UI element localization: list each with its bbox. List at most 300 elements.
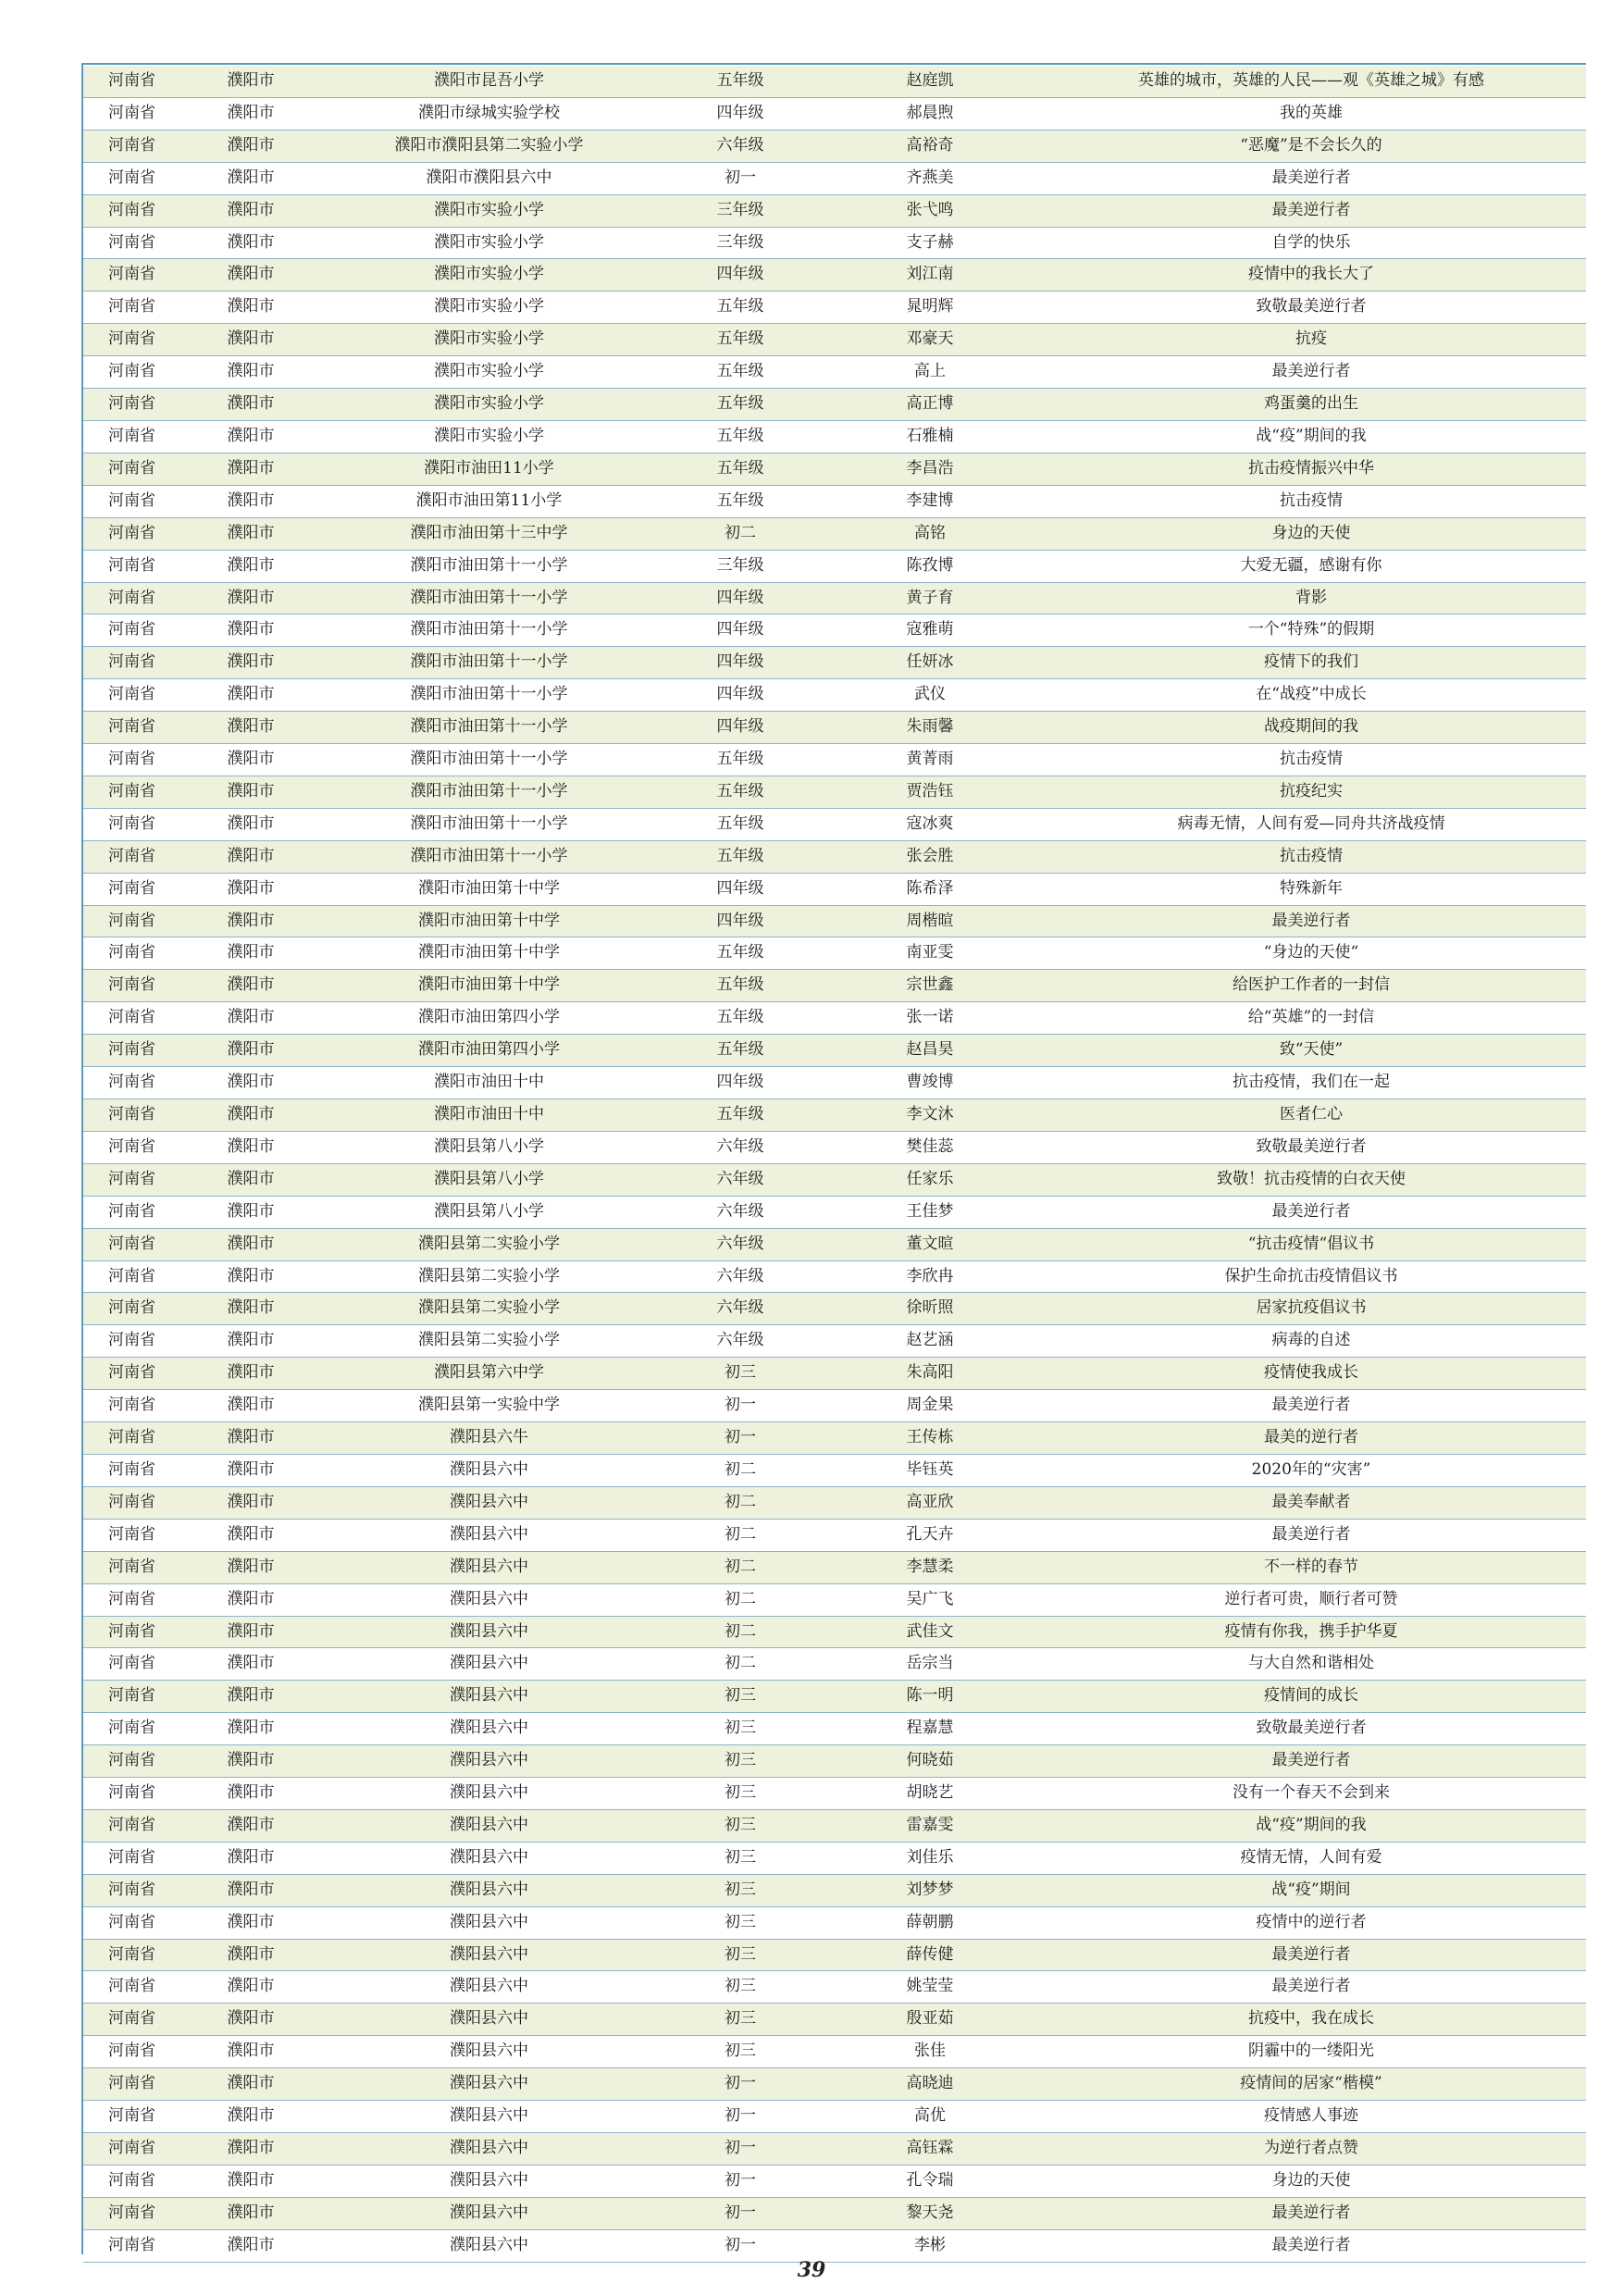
province-cell: 河南省 bbox=[83, 2165, 180, 2197]
grade-cell: 初三 bbox=[657, 2004, 824, 2036]
table-row bbox=[83, 1325, 1586, 1358]
city-cell: 濮阳市 bbox=[180, 1035, 321, 1067]
province-cell: 河南省 bbox=[83, 2197, 180, 2229]
school-cell: 濮阳市油田第四小学 bbox=[321, 1002, 657, 1035]
city-cell: 濮阳市 bbox=[180, 227, 321, 259]
essay-title-cell: 疫情使我成长 bbox=[1036, 1358, 1586, 1390]
essay-title-cell: 最美逆行者 bbox=[1036, 2229, 1586, 2262]
table-row bbox=[83, 1002, 1586, 1035]
grade-cell: 五年级 bbox=[657, 1035, 824, 1067]
school-cell: 濮阳县六中 bbox=[321, 1809, 657, 1842]
province-cell: 河南省 bbox=[83, 1874, 180, 1906]
school-cell: 濮阳县六中 bbox=[321, 2133, 657, 2166]
school-cell: 濮阳县六牛 bbox=[321, 1422, 657, 1455]
student-name-cell: 晁明辉 bbox=[824, 292, 1036, 324]
student-name-cell: 石雅楠 bbox=[824, 420, 1036, 453]
essay-title-cell: 最美逆行者 bbox=[1036, 1390, 1586, 1422]
school-cell: 濮阳县六中 bbox=[321, 2004, 657, 2036]
city-cell: 濮阳市 bbox=[180, 2036, 321, 2068]
essay-title-cell: 疫情下的我们 bbox=[1036, 647, 1586, 679]
grade-cell: 初一 bbox=[657, 2229, 824, 2262]
province-cell: 河南省 bbox=[83, 582, 180, 614]
essay-title-cell: 最美逆行者 bbox=[1036, 1196, 1586, 1228]
table-row bbox=[83, 808, 1586, 840]
grade-cell: 初一 bbox=[657, 2197, 824, 2229]
essay-title-cell: 抗疫中，我在成长 bbox=[1036, 2004, 1586, 2036]
city-cell: 濮阳市 bbox=[180, 1842, 321, 1874]
table-row bbox=[83, 1067, 1586, 1099]
city-cell: 濮阳市 bbox=[180, 744, 321, 776]
table-row bbox=[83, 130, 1586, 162]
school-cell: 濮阳市油田第十一小学 bbox=[321, 582, 657, 614]
essay-title-cell: 给“英雄”的一封信 bbox=[1036, 1002, 1586, 1035]
city-cell: 濮阳市 bbox=[180, 1971, 321, 2004]
school-cell: 濮阳市油田第十三中学 bbox=[321, 517, 657, 550]
student-name-cell: 王佳梦 bbox=[824, 1196, 1036, 1228]
city-cell: 濮阳市 bbox=[180, 1745, 321, 1778]
student-name-cell: 孔天卉 bbox=[824, 1519, 1036, 1551]
essay-title-cell: 病毒无情，人间有爱—同舟共济战疫情 bbox=[1036, 808, 1586, 840]
city-cell: 濮阳市 bbox=[180, 840, 321, 873]
province-cell: 河南省 bbox=[83, 647, 180, 679]
grade-cell: 五年级 bbox=[657, 324, 824, 356]
province-cell: 河南省 bbox=[83, 1778, 180, 1810]
student-name-cell: 何晓茹 bbox=[824, 1745, 1036, 1778]
grade-cell: 五年级 bbox=[657, 776, 824, 808]
grade-cell: 初二 bbox=[657, 1519, 824, 1551]
school-cell: 濮阳县六中 bbox=[321, 2229, 657, 2262]
essay-title-cell: “身边的天使“ bbox=[1036, 937, 1586, 970]
grade-cell: 四年级 bbox=[657, 97, 824, 130]
essay-title-cell: 最美奉献者 bbox=[1036, 1486, 1586, 1519]
province-cell: 河南省 bbox=[83, 808, 180, 840]
school-cell: 濮阳县第八小学 bbox=[321, 1163, 657, 1196]
essay-title-cell: 抗击疫情 bbox=[1036, 744, 1586, 776]
essay-title-cell: 抗击疫情 bbox=[1036, 840, 1586, 873]
student-name-cell: 贾浩钰 bbox=[824, 776, 1036, 808]
essay-title-cell: 疫情有你我，携手护华夏 bbox=[1036, 1616, 1586, 1648]
essay-title-cell: 疫情间的居家“楷模” bbox=[1036, 2068, 1586, 2101]
student-name-cell: 任家乐 bbox=[824, 1163, 1036, 1196]
school-cell: 濮阳市实验小学 bbox=[321, 389, 657, 421]
province-cell: 河南省 bbox=[83, 2229, 180, 2262]
table-row bbox=[83, 2165, 1586, 2197]
student-name-cell: 周金果 bbox=[824, 1390, 1036, 1422]
table-row bbox=[83, 1260, 1586, 1293]
essay-title-cell: 战疫期间的我 bbox=[1036, 712, 1586, 744]
table-row bbox=[83, 647, 1586, 679]
city-cell: 濮阳市 bbox=[180, 1131, 321, 1163]
grade-cell: 初二 bbox=[657, 1486, 824, 1519]
table-row bbox=[83, 582, 1586, 614]
table-row bbox=[83, 2133, 1586, 2166]
student-name-cell: 黄菁雨 bbox=[824, 744, 1036, 776]
school-cell: 濮阳县第八小学 bbox=[321, 1196, 657, 1228]
province-cell: 河南省 bbox=[83, 744, 180, 776]
essay-title-cell: 最美逆行者 bbox=[1036, 356, 1586, 389]
grade-cell: 初一 bbox=[657, 1390, 824, 1422]
grade-cell: 五年级 bbox=[657, 389, 824, 421]
table-row bbox=[83, 227, 1586, 259]
school-cell: 濮阳县六中 bbox=[321, 1519, 657, 1551]
table-row bbox=[83, 389, 1586, 421]
school-cell: 濮阳市油田第十一小学 bbox=[321, 550, 657, 582]
province-cell: 河南省 bbox=[83, 776, 180, 808]
essay-title-cell: 鸡蛋羹的出生 bbox=[1036, 389, 1586, 421]
grade-cell: 五年级 bbox=[657, 937, 824, 970]
student-name-cell: 赵庭凯 bbox=[824, 66, 1036, 97]
city-cell: 濮阳市 bbox=[180, 1906, 321, 1939]
grade-cell: 初一 bbox=[657, 2101, 824, 2133]
essay-title-cell: 最美逆行者 bbox=[1036, 2197, 1586, 2229]
student-name-cell: 雷嘉雯 bbox=[824, 1809, 1036, 1842]
student-name-cell: 寇冰爽 bbox=[824, 808, 1036, 840]
table-row bbox=[83, 1454, 1586, 1486]
school-cell: 濮阳县六中 bbox=[321, 2197, 657, 2229]
essay-title-cell: 不一样的春节 bbox=[1036, 1551, 1586, 1583]
student-name-cell: 刘江南 bbox=[824, 259, 1036, 292]
province-cell: 河南省 bbox=[83, 1228, 180, 1260]
table-row bbox=[83, 1648, 1586, 1681]
province-cell: 河南省 bbox=[83, 324, 180, 356]
essay-title-cell: 抗疫 bbox=[1036, 324, 1586, 356]
student-name-cell: 赵艺涵 bbox=[824, 1325, 1036, 1358]
city-cell: 濮阳市 bbox=[180, 550, 321, 582]
province-cell: 河南省 bbox=[83, 550, 180, 582]
grade-cell: 四年级 bbox=[657, 873, 824, 905]
province-cell: 河南省 bbox=[83, 1809, 180, 1842]
city-cell: 濮阳市 bbox=[180, 2165, 321, 2197]
city-cell: 濮阳市 bbox=[180, 453, 321, 485]
province-cell: 河南省 bbox=[83, 1551, 180, 1583]
student-name-cell: 朱雨馨 bbox=[824, 712, 1036, 744]
city-cell: 濮阳市 bbox=[180, 1358, 321, 1390]
grade-cell: 六年级 bbox=[657, 1163, 824, 1196]
city-cell: 濮阳市 bbox=[180, 647, 321, 679]
student-name-cell: 黎天尧 bbox=[824, 2197, 1036, 2229]
grade-cell: 六年级 bbox=[657, 1228, 824, 1260]
city-cell: 濮阳市 bbox=[180, 679, 321, 712]
school-cell: 濮阳市绿城实验学校 bbox=[321, 97, 657, 130]
province-cell: 河南省 bbox=[83, 1002, 180, 1035]
school-cell: 濮阳县六中 bbox=[321, 1778, 657, 1810]
province-cell: 河南省 bbox=[83, 1648, 180, 1681]
city-cell: 濮阳市 bbox=[180, 162, 321, 194]
school-cell: 濮阳市濮阳县六中 bbox=[321, 162, 657, 194]
grade-cell: 初一 bbox=[657, 2165, 824, 2197]
grade-cell: 四年级 bbox=[657, 905, 824, 937]
city-cell: 濮阳市 bbox=[180, 1681, 321, 1713]
student-name-cell: 高晓迪 bbox=[824, 2068, 1036, 2101]
student-name-cell: 朱高阳 bbox=[824, 1358, 1036, 1390]
student-name-cell: 胡晓艺 bbox=[824, 1778, 1036, 1810]
school-cell: 濮阳市实验小学 bbox=[321, 227, 657, 259]
table-row bbox=[83, 1971, 1586, 2004]
school-cell: 濮阳县六中 bbox=[321, 1874, 657, 1906]
student-name-cell: 李彬 bbox=[824, 2229, 1036, 2262]
province-cell: 河南省 bbox=[83, 1616, 180, 1648]
essay-title-cell: 最美的逆行者 bbox=[1036, 1422, 1586, 1455]
essay-title-cell: 最美逆行者 bbox=[1036, 1745, 1586, 1778]
student-name-cell: 高铭 bbox=[824, 517, 1036, 550]
province-cell: 河南省 bbox=[83, 162, 180, 194]
grade-cell: 初三 bbox=[657, 1874, 824, 1906]
essay-title-cell: 致敬！抗击疫情的白衣天使 bbox=[1036, 1163, 1586, 1196]
school-cell: 濮阳县第二实验小学 bbox=[321, 1325, 657, 1358]
city-cell: 濮阳市 bbox=[180, 2101, 321, 2133]
school-cell: 濮阳市油田第十中学 bbox=[321, 873, 657, 905]
city-cell: 濮阳市 bbox=[180, 1067, 321, 1099]
grade-cell: 四年级 bbox=[657, 582, 824, 614]
school-cell: 濮阳县六中 bbox=[321, 1842, 657, 1874]
city-cell: 濮阳市 bbox=[180, 1260, 321, 1293]
table-row bbox=[83, 550, 1586, 582]
table-row bbox=[83, 1583, 1586, 1616]
city-cell: 濮阳市 bbox=[180, 712, 321, 744]
city-cell: 濮阳市 bbox=[180, 485, 321, 517]
school-cell: 濮阳市油田第十中学 bbox=[321, 937, 657, 970]
grade-cell: 五年级 bbox=[657, 840, 824, 873]
essay-title-cell: 2020年的“灾害” bbox=[1036, 1454, 1586, 1486]
table-row bbox=[83, 970, 1586, 1002]
grade-cell: 五年级 bbox=[657, 744, 824, 776]
grade-cell: 初一 bbox=[657, 2133, 824, 2166]
grade-cell: 初三 bbox=[657, 1745, 824, 1778]
grade-cell: 五年级 bbox=[657, 66, 824, 97]
school-cell: 濮阳县六中 bbox=[321, 2165, 657, 2197]
province-cell: 河南省 bbox=[83, 1325, 180, 1358]
table-row bbox=[83, 712, 1586, 744]
table-row bbox=[83, 1486, 1586, 1519]
province-cell: 河南省 bbox=[83, 1454, 180, 1486]
table-row bbox=[83, 1551, 1586, 1583]
city-cell: 濮阳市 bbox=[180, 389, 321, 421]
province-cell: 河南省 bbox=[83, 227, 180, 259]
city-cell: 濮阳市 bbox=[180, 1809, 321, 1842]
grade-cell: 六年级 bbox=[657, 1196, 824, 1228]
essay-title-cell: 没有一个春天不会到来 bbox=[1036, 1778, 1586, 1810]
table-row bbox=[83, 614, 1586, 647]
essay-title-cell: 最美逆行者 bbox=[1036, 162, 1586, 194]
grade-cell: 初二 bbox=[657, 517, 824, 550]
table-row bbox=[83, 679, 1586, 712]
school-cell: 濮阳市油田第四小学 bbox=[321, 1035, 657, 1067]
table-row bbox=[83, 1422, 1586, 1455]
essay-title-cell: 疫情感人事迹 bbox=[1036, 2101, 1586, 2133]
school-cell: 濮阳市实验小学 bbox=[321, 420, 657, 453]
province-cell: 河南省 bbox=[83, 1681, 180, 1713]
award-roster-table bbox=[83, 66, 1586, 2263]
student-name-cell: 武仪 bbox=[824, 679, 1036, 712]
student-name-cell: 王传栋 bbox=[824, 1422, 1036, 1455]
table-row bbox=[83, 1874, 1586, 1906]
essay-title-cell: 疫情中的逆行者 bbox=[1036, 1906, 1586, 1939]
student-name-cell: 吴广飞 bbox=[824, 1583, 1036, 1616]
school-cell: 濮阳县六中 bbox=[321, 1681, 657, 1713]
table-row bbox=[83, 1681, 1586, 1713]
province-cell: 河南省 bbox=[83, 840, 180, 873]
student-name-cell: 陈孜博 bbox=[824, 550, 1036, 582]
province-cell: 河南省 bbox=[83, 1745, 180, 1778]
province-cell: 河南省 bbox=[83, 614, 180, 647]
table-row bbox=[83, 453, 1586, 485]
school-cell: 濮阳市实验小学 bbox=[321, 324, 657, 356]
province-cell: 河南省 bbox=[83, 1099, 180, 1132]
grade-cell: 初三 bbox=[657, 1842, 824, 1874]
student-name-cell: 刘梦梦 bbox=[824, 1874, 1036, 1906]
school-cell: 濮阳县六中 bbox=[321, 1906, 657, 1939]
student-name-cell: 周楷暄 bbox=[824, 905, 1036, 937]
grade-cell: 六年级 bbox=[657, 1325, 824, 1358]
student-name-cell: 徐昕照 bbox=[824, 1293, 1036, 1325]
province-cell: 河南省 bbox=[83, 1358, 180, 1390]
table-row bbox=[83, 1939, 1586, 1971]
grade-cell: 四年级 bbox=[657, 647, 824, 679]
grade-cell: 初三 bbox=[657, 1778, 824, 1810]
essay-title-cell: 大爱无疆，感谢有你 bbox=[1036, 550, 1586, 582]
grade-cell: 四年级 bbox=[657, 1067, 824, 1099]
essay-title-cell: 最美逆行者 bbox=[1036, 1939, 1586, 1971]
essay-title-cell: 病毒的自述 bbox=[1036, 1325, 1586, 1358]
province-cell: 河南省 bbox=[83, 970, 180, 1002]
essay-title-cell: 居家抗疫倡议书 bbox=[1036, 1293, 1586, 1325]
school-cell: 濮阳市油田第十一小学 bbox=[321, 776, 657, 808]
table-row bbox=[83, 1035, 1586, 1067]
school-cell: 濮阳市油田第十一小学 bbox=[321, 808, 657, 840]
city-cell: 濮阳市 bbox=[180, 970, 321, 1002]
table-row bbox=[83, 1131, 1586, 1163]
city-cell: 濮阳市 bbox=[180, 324, 321, 356]
grade-cell: 三年级 bbox=[657, 227, 824, 259]
city-cell: 濮阳市 bbox=[180, 776, 321, 808]
school-cell: 濮阳市实验小学 bbox=[321, 356, 657, 389]
table-row bbox=[83, 744, 1586, 776]
city-cell: 濮阳市 bbox=[180, 194, 321, 227]
essay-title-cell: 抗疫纪实 bbox=[1036, 776, 1586, 808]
school-cell: 濮阳县六中 bbox=[321, 1551, 657, 1583]
grade-cell: 五年级 bbox=[657, 970, 824, 1002]
grade-cell: 初一 bbox=[657, 1422, 824, 1455]
city-cell: 濮阳市 bbox=[180, 582, 321, 614]
essay-title-cell: 致敬最美逆行者 bbox=[1036, 1713, 1586, 1745]
essay-title-cell: 与大自然和谐相处 bbox=[1036, 1648, 1586, 1681]
city-cell: 濮阳市 bbox=[180, 2133, 321, 2166]
province-cell: 河南省 bbox=[83, 1583, 180, 1616]
table-row bbox=[83, 2068, 1586, 2101]
province-cell: 河南省 bbox=[83, 356, 180, 389]
essay-title-cell: 战“疫”期间 bbox=[1036, 1874, 1586, 1906]
essay-title-cell: 致“天使” bbox=[1036, 1035, 1586, 1067]
student-name-cell: 张弋鸣 bbox=[824, 194, 1036, 227]
grade-cell: 四年级 bbox=[657, 259, 824, 292]
grade-cell: 初二 bbox=[657, 1648, 824, 1681]
table-row bbox=[83, 776, 1586, 808]
city-cell: 濮阳市 bbox=[180, 1519, 321, 1551]
student-name-cell: 殷亚茹 bbox=[824, 2004, 1036, 2036]
table-row bbox=[83, 840, 1586, 873]
essay-title-cell: “抗击疫情“倡议书 bbox=[1036, 1228, 1586, 1260]
student-name-cell: 李文沐 bbox=[824, 1099, 1036, 1132]
school-cell: 濮阳市油田十中 bbox=[321, 1099, 657, 1132]
province-cell: 河南省 bbox=[83, 1486, 180, 1519]
city-cell: 濮阳市 bbox=[180, 356, 321, 389]
city-cell: 濮阳市 bbox=[180, 2004, 321, 2036]
province-cell: 河南省 bbox=[83, 1260, 180, 1293]
province-cell: 河南省 bbox=[83, 485, 180, 517]
school-cell: 濮阳市油田第十一小学 bbox=[321, 647, 657, 679]
essay-title-cell: 在“战疫”中成长 bbox=[1036, 679, 1586, 712]
roster-body bbox=[83, 66, 1586, 2262]
table-row bbox=[83, 1519, 1586, 1551]
city-cell: 濮阳市 bbox=[180, 937, 321, 970]
grade-cell: 三年级 bbox=[657, 550, 824, 582]
essay-title-cell: 疫情间的成长 bbox=[1036, 1681, 1586, 1713]
essay-title-cell: 抗击疫情振兴中华 bbox=[1036, 453, 1586, 485]
grade-cell: 四年级 bbox=[657, 712, 824, 744]
essay-title-cell: 抗击疫情，我们在一起 bbox=[1036, 1067, 1586, 1099]
school-cell: 濮阳市油田十中 bbox=[321, 1067, 657, 1099]
table-row bbox=[83, 420, 1586, 453]
student-name-cell: 程嘉慧 bbox=[824, 1713, 1036, 1745]
essay-title-cell: 抗击疫情 bbox=[1036, 485, 1586, 517]
grade-cell: 初三 bbox=[657, 2036, 824, 2068]
school-cell: 濮阳县六中 bbox=[321, 2036, 657, 2068]
school-cell: 濮阳县六中 bbox=[321, 1971, 657, 2004]
grade-cell: 初三 bbox=[657, 1906, 824, 1939]
city-cell: 濮阳市 bbox=[180, 1874, 321, 1906]
student-name-cell: 薛传健 bbox=[824, 1939, 1036, 1971]
grade-cell: 初二 bbox=[657, 1583, 824, 1616]
grade-cell: 初三 bbox=[657, 1713, 824, 1745]
essay-title-cell: 身边的天使 bbox=[1036, 2165, 1586, 2197]
school-cell: 濮阳市油田第十一小学 bbox=[321, 712, 657, 744]
city-cell: 濮阳市 bbox=[180, 259, 321, 292]
province-cell: 河南省 bbox=[83, 1971, 180, 2004]
student-name-cell: 董文暄 bbox=[824, 1228, 1036, 1260]
province-cell: 河南省 bbox=[83, 1390, 180, 1422]
province-cell: 河南省 bbox=[83, 453, 180, 485]
school-cell: 濮阳市实验小学 bbox=[321, 292, 657, 324]
city-cell: 濮阳市 bbox=[180, 1939, 321, 1971]
table-row bbox=[83, 2229, 1586, 2262]
school-cell: 濮阳市实验小学 bbox=[321, 259, 657, 292]
student-name-cell: 薛朝鹏 bbox=[824, 1906, 1036, 1939]
student-name-cell: 张会胜 bbox=[824, 840, 1036, 873]
table-row bbox=[83, 97, 1586, 130]
essay-title-cell: 为逆行者点赞 bbox=[1036, 2133, 1586, 2166]
school-cell: 濮阳县六中 bbox=[321, 1616, 657, 1648]
city-cell: 濮阳市 bbox=[180, 1778, 321, 1810]
city-cell: 濮阳市 bbox=[180, 66, 321, 97]
school-cell: 濮阳县第二实验小学 bbox=[321, 1293, 657, 1325]
school-cell: 濮阳市油田第十一小学 bbox=[321, 840, 657, 873]
student-name-cell: 高上 bbox=[824, 356, 1036, 389]
province-cell: 河南省 bbox=[83, 389, 180, 421]
table-row bbox=[83, 2101, 1586, 2133]
student-name-cell: 高裕奇 bbox=[824, 130, 1036, 162]
city-cell: 濮阳市 bbox=[180, 420, 321, 453]
student-name-cell: 郝晨煦 bbox=[824, 97, 1036, 130]
student-name-cell: 黄子育 bbox=[824, 582, 1036, 614]
essay-title-cell: 逆行者可贵，顺行者可赞 bbox=[1036, 1583, 1586, 1616]
province-cell: 河南省 bbox=[83, 873, 180, 905]
province-cell: 河南省 bbox=[83, 517, 180, 550]
student-name-cell: 赵昌昊 bbox=[824, 1035, 1036, 1067]
province-cell: 河南省 bbox=[83, 2133, 180, 2166]
city-cell: 濮阳市 bbox=[180, 1551, 321, 1583]
student-name-cell: 姚莹莹 bbox=[824, 1971, 1036, 2004]
school-cell: 濮阳县六中 bbox=[321, 1745, 657, 1778]
